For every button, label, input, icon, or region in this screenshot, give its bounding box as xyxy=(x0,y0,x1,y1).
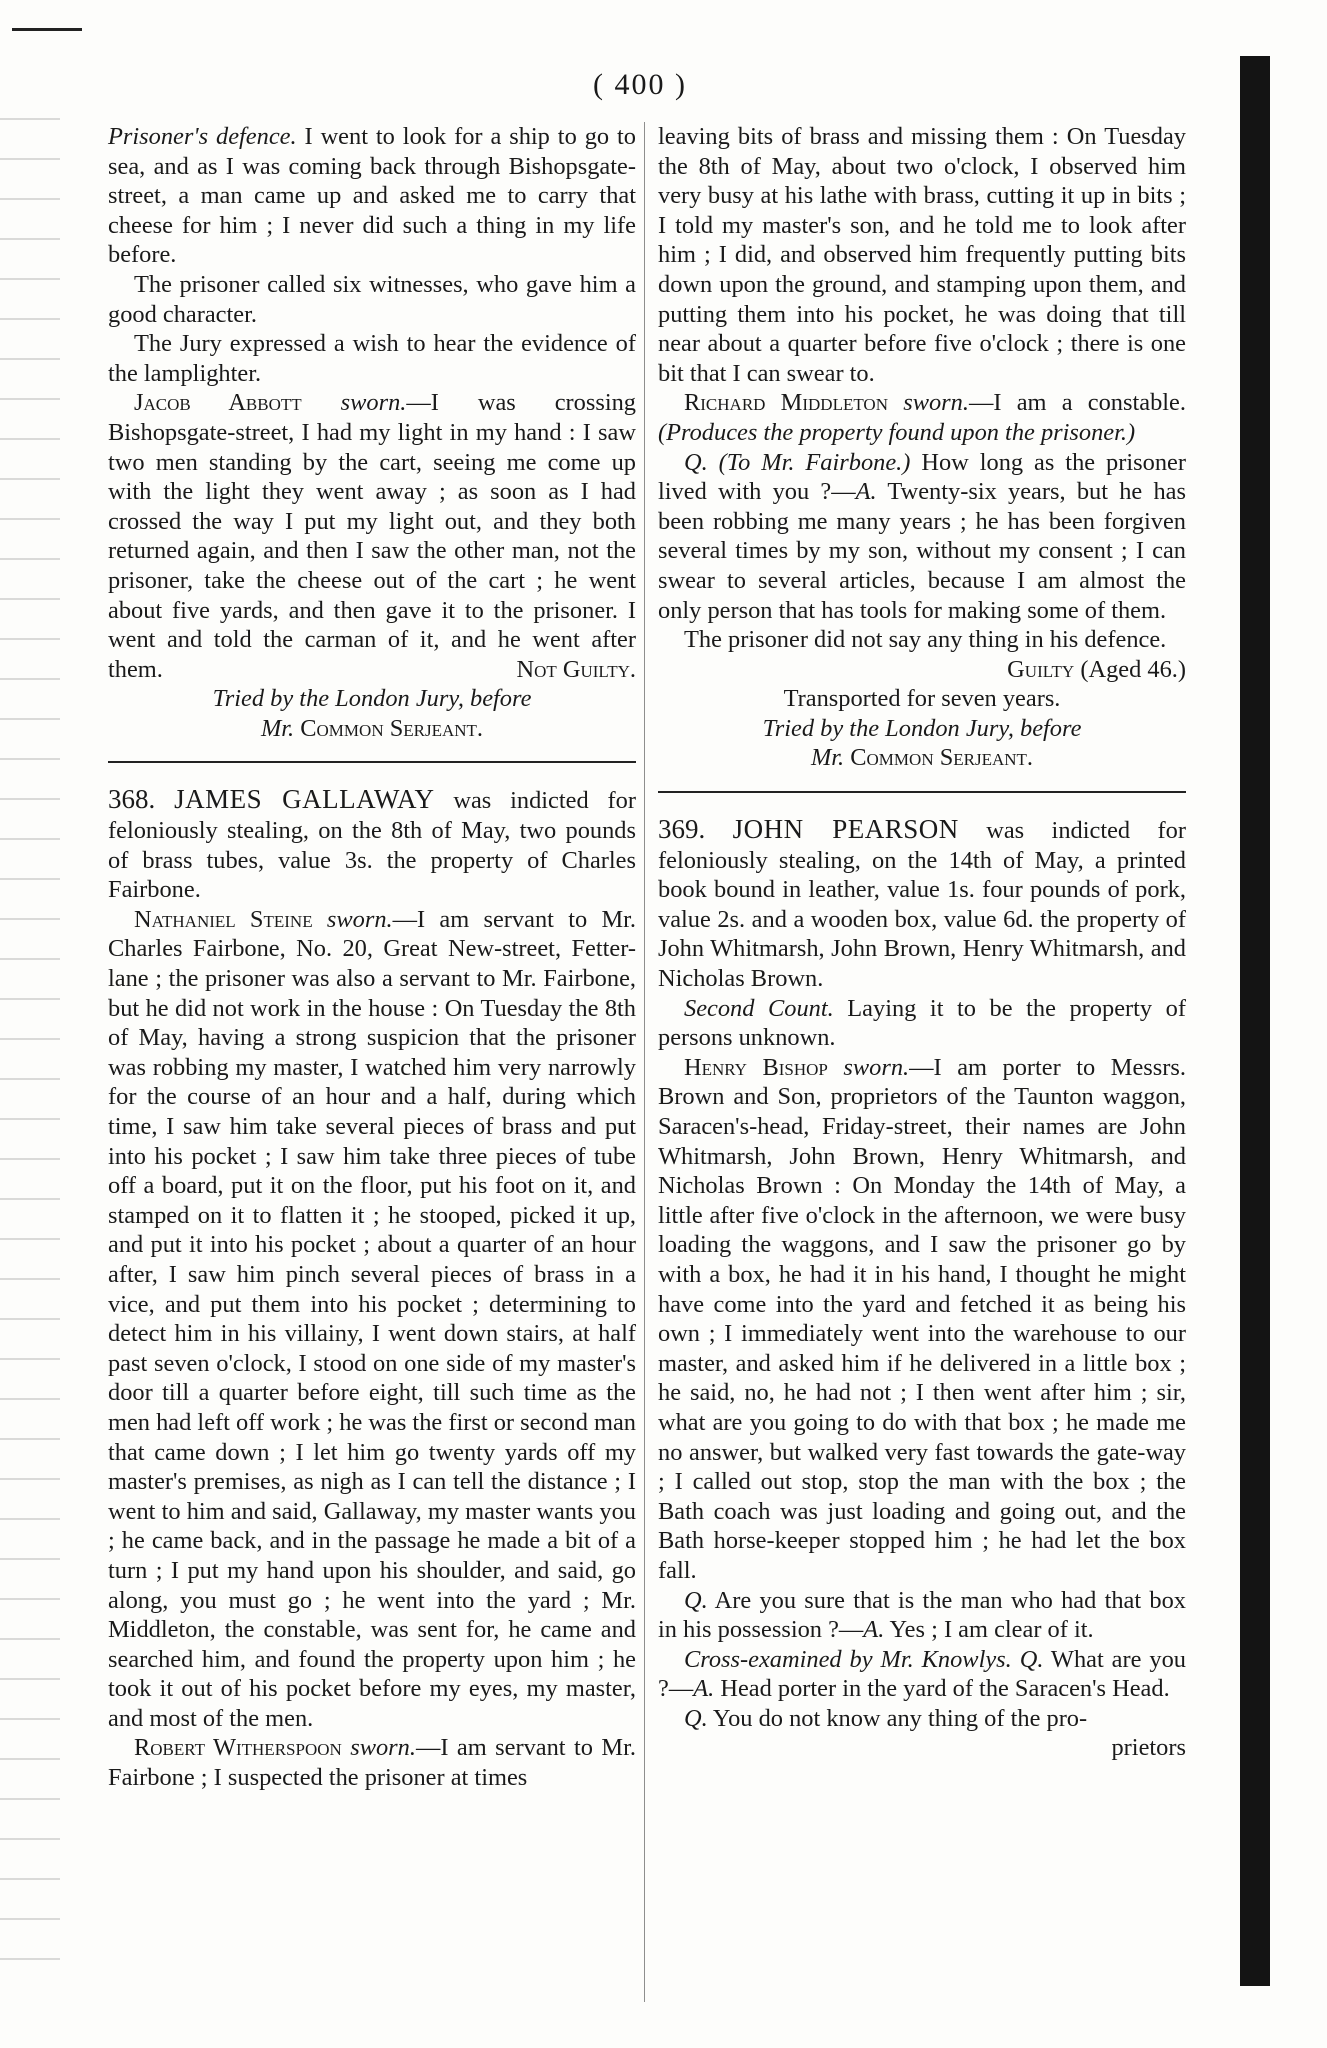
catchword: prietors xyxy=(1111,1734,1186,1762)
continued-testimony: leaving bits of brass and missing them : On Tuesday the 8th of May, about two o'clock, I observed him very busy at his lathe with brass, cutting it up in bits ; I told my master's son, and he told me to look after him ; I did, and observed him frequently putting bits down upon the ground, and stamping upon them, and putting them into his pocket, he was doing that till near about a quarter before five o'clock ; there is one bit that I can swear to. xyxy=(658,123,1186,387)
judge-title: Mr. xyxy=(810,744,845,772)
second-count-label: Second Count. xyxy=(684,994,834,1022)
witness-name: Nathaniel Steine xyxy=(134,905,313,933)
case-number: 369. xyxy=(658,814,706,845)
before-judge xyxy=(658,743,1186,773)
testimony-text: —I am servant to Mr. Fairbone ; I suspected the prisoner at times xyxy=(108,1734,636,1792)
witnesses-paragraph: The prisoner called six witnesses, who gave him a good character. xyxy=(108,270,636,328)
cross-examination xyxy=(658,1645,1186,1704)
defence-label: Prisoner's defence. xyxy=(108,123,297,150)
tried-by: Tried by the London Jury, before xyxy=(212,685,532,713)
steine-testimony xyxy=(108,905,636,1734)
scan-edge-bar xyxy=(1240,56,1270,1986)
question-label: Q. xyxy=(684,1586,708,1614)
prisoner-defence xyxy=(108,122,636,270)
sworn-label: sworn. xyxy=(843,1053,910,1081)
judge-name: Common Serjeant. xyxy=(300,714,484,742)
before-judge xyxy=(108,714,636,744)
defendant-name: JOHN PEARSON xyxy=(732,814,959,845)
defendant-name: JAMES GALLAWAY xyxy=(174,784,435,815)
answer-text: Twenty-six years, but he has been robbing me many years ; he has been forgiven several times by my son, without my consent ; I can swear to several articles, because I am almost the only person that has tools for making some of them. xyxy=(658,478,1186,624)
case-divider xyxy=(658,791,1186,793)
jury-wish-paragraph: The Jury expressed a wish to hear the evidence of the lamplighter. xyxy=(108,330,636,387)
sworn-label: sworn. xyxy=(903,389,969,417)
verdict-line xyxy=(658,655,1186,685)
testimony-text: —I am servant to Mr. Charles Fairbone, No. 20, Great New-street, Fetter-lane ; the prisoner was also a servant to Mr. Fairbone, but he did not work in the house : On Tuesday the 8th of May, having a strong suspicion that the prisoner was robbing my master, I watched him very narrowly for the course of an hour and a half, during which time, I saw him take several pieces of brass and put into his pocket ; I saw him take three pieces of tube off a board, put it on the floor, put his foot on it, and stamped on it to flatten it ; he stooped, picked it up, and put it into his pocket ; about a quarter of an hour after, I saw him pinch several pieces of brass in a vice, and put them into his pocket ; determining to detect him in his villainy, I went down stairs, at half past seven o'clock, I stood on one side of my master's door till a quarter before eight, till such time as the men had left off work ; he was the first or second man that came down ; I let him go twenty yards off my master's premises, as nigh as I can tell the distance ; I went to him and said, Gallaway, my master wants you ; he came back, and in the passage he made a bit of a turn ; I put my hand upon his shoulder, and said, go along, you must go ; he went into the yard ; Mr. Middleton, the constable, was sent for, he came and searched him, and found the property upon him ; he took it out of his pocket before my eyes, my master, and most of the men. xyxy=(108,905,636,1732)
binding-edge xyxy=(0,80,60,1980)
page-number: ( 400 ) xyxy=(593,68,687,101)
middleton-testimony xyxy=(658,388,1186,447)
judge-title: Mr. xyxy=(260,714,295,742)
case-divider xyxy=(108,761,636,763)
right-column xyxy=(658,122,1186,1763)
indictment-text: was indicted for feloniously stealing, on the 8th of May, two pounds of brass tubes, value 3s. the property of Charles Fairbone. xyxy=(108,787,636,904)
age: (Aged 46.) xyxy=(1080,655,1186,683)
sworn-label: sworn. xyxy=(326,905,393,933)
witherspoon-testimony xyxy=(108,1733,636,1792)
tried-by: Tried by the London Jury, before xyxy=(762,714,1082,742)
witness-name: Jacob Abbott xyxy=(134,389,302,417)
answer-text: Yes ; I am clear of it. xyxy=(889,1616,1094,1644)
answer-text: Head porter in the yard of the Saracen's Head. xyxy=(720,1675,1170,1703)
answer-label: A. xyxy=(855,478,877,506)
second-count xyxy=(658,994,1186,1053)
answer-label: A. xyxy=(693,1675,715,1703)
left-column xyxy=(108,122,636,1793)
no-defence: The prisoner did not say any thing in his defence. xyxy=(684,626,1167,654)
question-text: How long as the prisoner lived with you ?— xyxy=(658,448,1186,506)
testimony-text: —I was crossing Bishopsgate-street, I had my light in my hand : I saw two men standing by the cart, seeing me come up with the light they went away ; as soon as I had crossed the way I put my light out, and they both returned again, and then I saw the other man, not the prisoner, take the cheese out of the cart ; he went about five yards, and then gave it to the prisoner. I went and told the carman of it, and he went after them. xyxy=(108,389,637,683)
question-text: What are you ?— xyxy=(658,1645,1186,1703)
case-368-indictment xyxy=(108,785,636,904)
answer-label: A. xyxy=(863,1616,885,1644)
sentence: Transported for seven years. xyxy=(783,685,1061,713)
stage-note: (Produces the property found upon the prisoner.) xyxy=(658,418,1136,446)
question-label: Q. xyxy=(684,1704,708,1732)
witness-name: Henry Bishop xyxy=(684,1053,828,1081)
addressee: (To Mr. Fairbone.) xyxy=(718,448,911,476)
question-2 xyxy=(658,1586,1186,1645)
question-label: Q. xyxy=(684,448,708,476)
defence-text: I went to look for a ship to go to sea, and as I was coming back through Bishopsgate-street, a man came up and asked me to carry that cheese for him ; I never did such a thing in my life before. xyxy=(108,123,636,269)
case-369-indictment xyxy=(658,815,1186,994)
sworn-label: sworn. xyxy=(350,1734,416,1762)
witness-name: Richard Middleton xyxy=(684,389,888,417)
question-label: Q. xyxy=(1019,1645,1044,1673)
question-text: You do not know any thing of the pro- xyxy=(712,1704,1088,1732)
indictment-text: was indicted for feloniously stealing, on the 14th of May, a printed book bound in leather, value 1s. four pounds of pork, value 2s. and a wooden box, value 6d. the property of John Whitmarsh, John Brown, Henry Whitmarsh, and Nicholas Brown. xyxy=(658,817,1186,993)
verdict: Not Guilty. xyxy=(516,655,636,683)
column-rule xyxy=(644,122,645,2002)
verdict: Guilty xyxy=(1007,655,1075,683)
fairbone-exchange xyxy=(658,448,1186,626)
testimony-text: —I am a constable. xyxy=(968,389,1186,417)
sworn-label: sworn. xyxy=(340,389,407,417)
question-4 xyxy=(658,1704,1186,1734)
corner-mark xyxy=(12,28,82,31)
bishop-testimony xyxy=(658,1053,1186,1586)
case-number: 368. xyxy=(108,784,156,815)
second-count-text: Laying it to be the property of persons unknown. xyxy=(658,994,1186,1052)
question-text: Are you sure that is the man who had that box in his possession ?— xyxy=(658,1586,1186,1644)
testimony-text: —I am porter to Messrs. Brown and Son, proprietors of the Taunton waggon, Saracen's-head, Friday-street, their names are John Whitmarsh, John Brown, Henry Whitmarsh, and Nicholas Brown : On Monday the 14th of May, a little after five o'clock in the afternoon, we were busy loading the waggons, and I saw the prisoner go by with a box, he had it in his hand, I thought he might have come into the yard and fetched it as being his own ; I immediately went into the warehouse to our master, and asked him if he delivered in a little box ; he said, no, he had not ; I then went after him ; sir, what are you going to do with that box ; he made me no answer, but walked very fast towards the gate-way ; I called out stop, stop the man with the box ; the Bath coach was just loading and going out, and the Bath horse-keeper stopped him ; he had let the box fall. xyxy=(658,1053,1186,1584)
abbott-testimony xyxy=(108,388,636,684)
cross-label: Cross-examined by Mr. Knowlys. xyxy=(684,1645,1012,1673)
judge-name: Common Serjeant. xyxy=(850,744,1034,772)
witness-name: Robert Witherspoon xyxy=(134,1734,342,1762)
